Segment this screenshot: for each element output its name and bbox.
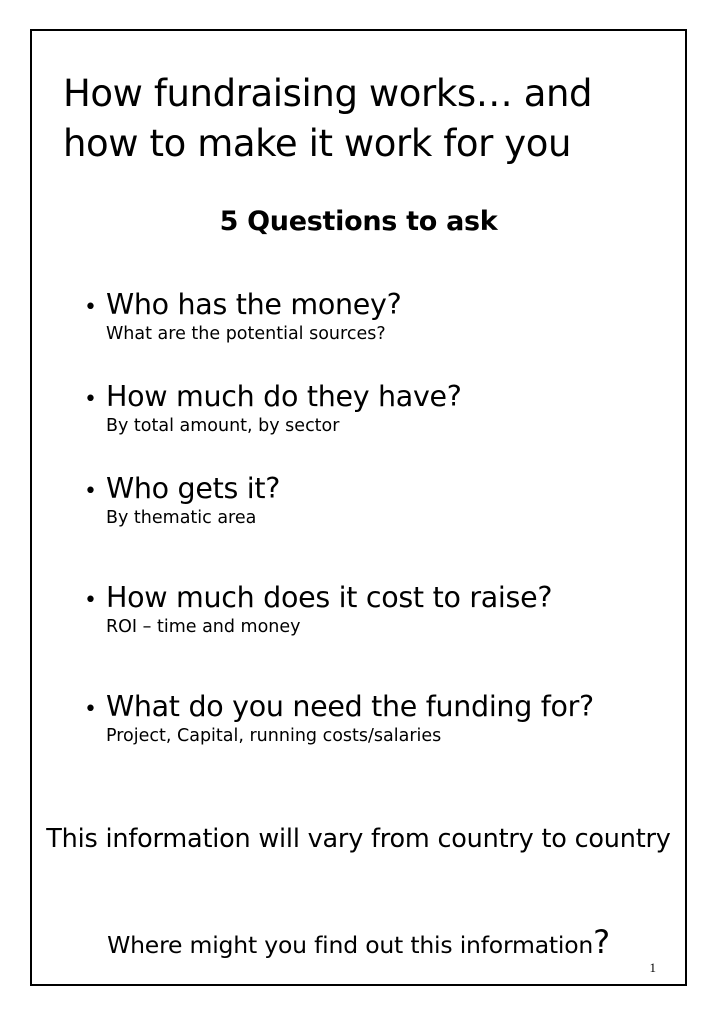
bullet-icon: •: [84, 588, 97, 613]
bullet-icon: •: [84, 387, 97, 412]
page-number: 1: [649, 960, 656, 975]
page-title: [63, 69, 663, 169]
bullet-icon: •: [84, 295, 97, 320]
question-subtext: By thematic area: [106, 508, 257, 528]
closing-question: [32, 919, 685, 968]
subtitle: 5 Questions to ask: [219, 206, 498, 237]
question-subtext: By total amount, by sector: [106, 416, 340, 436]
title-line-1: How fundraising works… and: [63, 72, 593, 115]
question-subtext: Project, Capital, running costs/salaries: [106, 726, 442, 746]
closing-question-mark: ?: [593, 923, 610, 961]
closing-question-text: Where might you find out this information: [107, 931, 594, 959]
question-item-recipients: [84, 472, 684, 529]
bullet-icon: •: [84, 479, 97, 504]
bullet-icon: •: [84, 697, 97, 722]
question-text: Who gets it?: [106, 472, 281, 505]
question-text: How much does it cost to raise?: [106, 581, 553, 614]
question-item-amount: [84, 380, 684, 437]
question-text: How much do they have?: [106, 380, 462, 413]
page-frame: [30, 29, 687, 986]
title-line-2: how to make it work for you: [63, 122, 572, 165]
variation-note: This information will vary from country to country: [46, 824, 671, 854]
question-subtext: ROI – time and money: [106, 617, 301, 637]
question-item-money: [84, 288, 684, 345]
question-text: What do you need the funding for?: [106, 690, 594, 723]
question-item-cost: [84, 581, 684, 638]
question-subtext: What are the potential sources?: [106, 324, 386, 344]
question-item-purpose: [84, 690, 684, 747]
question-text: Who has the money?: [106, 288, 402, 321]
